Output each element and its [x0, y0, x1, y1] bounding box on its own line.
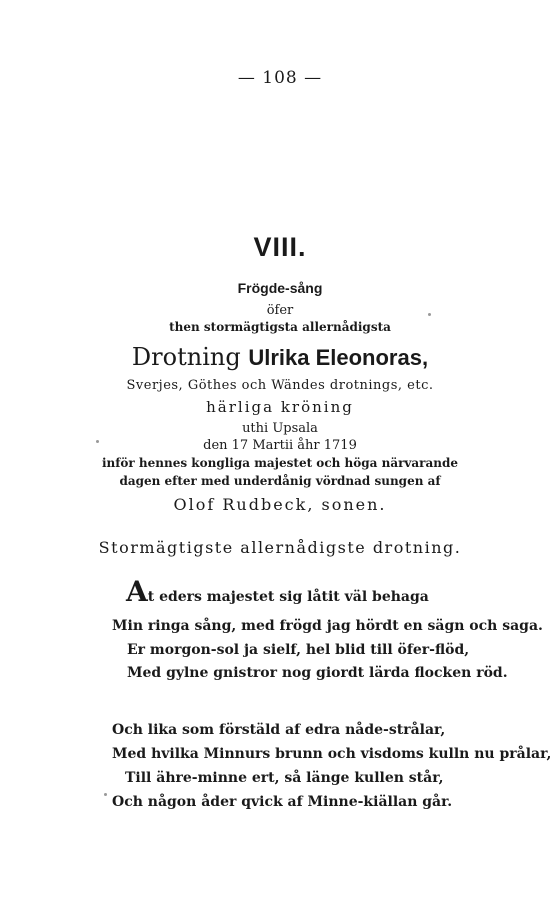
sung-line: dagen efter med underdånig vördnad sungen af [119, 474, 441, 488]
paper-speck [428, 313, 431, 316]
stanza2-line2: Med hvilka Minnurs brunn och visdoms kulln nu prålar, [112, 746, 552, 762]
salutation: Stormägtigste allernådigste drotning. [98, 538, 462, 557]
stanza2-line1: Och lika som förstäld af edra nåde-strålar, [112, 722, 446, 738]
paper-speck [104, 793, 107, 796]
drop-initial: A [126, 575, 148, 608]
stanza2-line3: Till ähre-minne ert, så länge kullen står, [125, 770, 444, 786]
queen-name: Ulrika Eleonoras, [248, 345, 429, 370]
queen-realms: Sverjes, Göthes och Wändes drotnings, etc. [126, 378, 434, 393]
place-line: uthi Upsala [242, 421, 318, 436]
dedication-then: then stormägtigsta allernådigsta [169, 320, 391, 334]
date-line: den 17 Martii åhr 1719 [203, 438, 357, 453]
occasion-line: inför hennes kongliga majestet och höga närvarande [101, 456, 459, 470]
author-line: Olof Rudbeck, sonen. [173, 495, 387, 514]
stanza1-line4: Med gylne gnistror nog giordt lärda flocken röd. [127, 665, 508, 681]
stanza1-line2: Min ringa sång, med frögd jag hördt en sägn och saga. [112, 618, 543, 634]
poem-subtitle: Frögde-sång [237, 280, 323, 296]
paper-speck [96, 440, 99, 443]
page-number: — 108 — [237, 68, 323, 88]
stanza1-line1-text: t eders majestet sig låtit väl behaga [147, 589, 429, 605]
queen-title [0, 343, 560, 371]
coronation-line: härliga kröning [206, 398, 354, 416]
queen-prefix: Drotning [131, 343, 241, 371]
dedication-ofer: öfer [266, 303, 294, 318]
stanza1-line3: Er morgon-sol ja sielf, hel blid till öfer-flöd, [127, 642, 470, 658]
stanza1-line1 [126, 575, 429, 608]
chapter-number: VIII. [253, 232, 307, 262]
stanza2-line4: Och någon åder qvick af Minne-kiällan går. [112, 794, 453, 810]
